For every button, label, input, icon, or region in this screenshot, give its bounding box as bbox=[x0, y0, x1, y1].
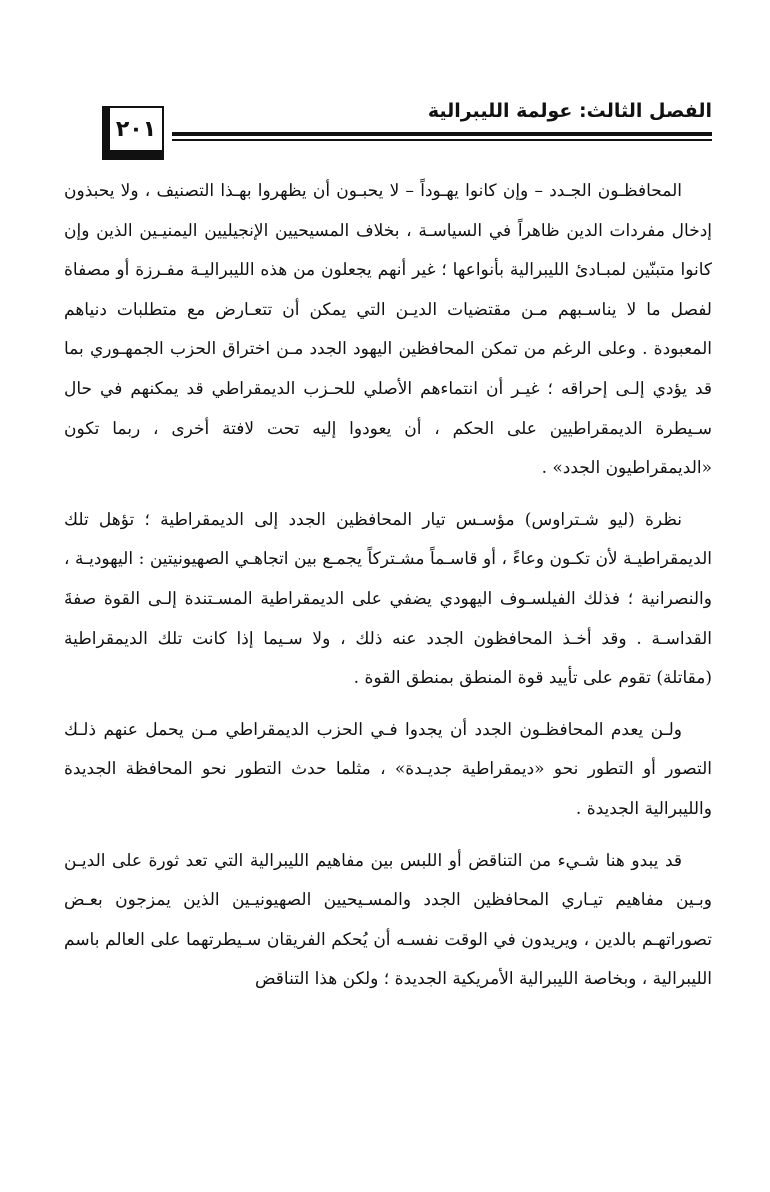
page-number-box-shadow-bottom bbox=[102, 152, 164, 160]
header-rule-thick bbox=[172, 132, 712, 136]
page-number-box bbox=[108, 106, 164, 152]
page-header bbox=[108, 96, 712, 160]
page-number: ٢٠١ bbox=[115, 116, 157, 142]
paragraph-3: ولـن يعدم المحافظـون الجدد أن يجدوا فـي الحزب الديمقراطي مـن يحمل عنهم ذلـك التصور أو التطور نحو «ديمقراطية جديـدة» ، مثلما حدث التطور نحو المحافظة الجديدة والليبرالية الجديدة . bbox=[64, 719, 712, 819]
paragraph-4: قد يبدو هنا شـيء من التناقض أو اللبس بين مفاهيم الليبرالية التي تعد ثورة على الديـن وبـين مفاهيم تيـاري المحافظين الجدد والمسـيحيين الصهيونيـين الذين يمزجون بعـض تصوراتهـم بالدين ، ويريدون في الوقت نفسـه أن يُحكم الفريقان سـيطرتهما على العالم باسم الليبرالية ، وبخاصة الليبرالية الأمريكية الجديدة ؛ ولكن هذا التناقض bbox=[64, 850, 712, 990]
chapter-title: الفصل الثالث: عولمة الليبرالية bbox=[427, 100, 712, 122]
header-rule-thin bbox=[172, 139, 712, 141]
paragraph-2: نظرة (ليو شـتراوس) مؤسـس تيار المحافظين الجدد إلى الديمقراطية ؛ تؤهل تلك الديمقراطيـة لأن تكـون وعاءً ، أو قاسـماً مشـتركاً يجمـع بين اتجاهـي الصهيونيتين : اليهوديـة ، والنصرانية ؛ فذلك الفيلسـوف اليهودي يضفي على الديمقراطية المسـتندة إلـى القوة صفةَ القداسـة . وقد أخـذ المحافظون الجدد عنه ذلك ، ولا سـيما إذا كانت تلك الديمقراطية (مقاتلة) تقوم على تأييد قوة المنطق بمنطق القوة . bbox=[64, 509, 712, 689]
paragraph-1: المحافظـون الجـدد – وإن كانوا يهـوداً – لا يحبـون أن يظهروا بهـذا التصنيف ، ولا يحبذون إدخال مفردات الدين ظاهراً في السياسـة ، بخلاف المسيحيين الإنجيليين اليمنيـين الذين وإن كانوا متبنّين لمبـادئ الليبرالية بأنواعها ؛ غير أنهم يجعلون من هذه الليبراليـة مفـرزة أو مصفاة لفصل ما لا يناسـبهم مـن مقتضيات الديـن التي يمكن أن تتعـارض مع متطلبات دنياهم المعبودة . وعلى الرغم من تمكن المحافظين اليهود الجدد مـن اختراق الحزب الجمهـوري بما قد يؤدي إلـى إحراقه ؛ غيـر أن انتماءهم الأصلي للحـزب الديمقراطي قد يمكنهم في حال سـيطرة الديمقراطيين على الحكم ، أن يعودوا إليه تحت لافتة أخرى ، ربما تكون «الديمقراطيون الجدد» . bbox=[64, 181, 712, 479]
body-text bbox=[64, 172, 712, 1000]
